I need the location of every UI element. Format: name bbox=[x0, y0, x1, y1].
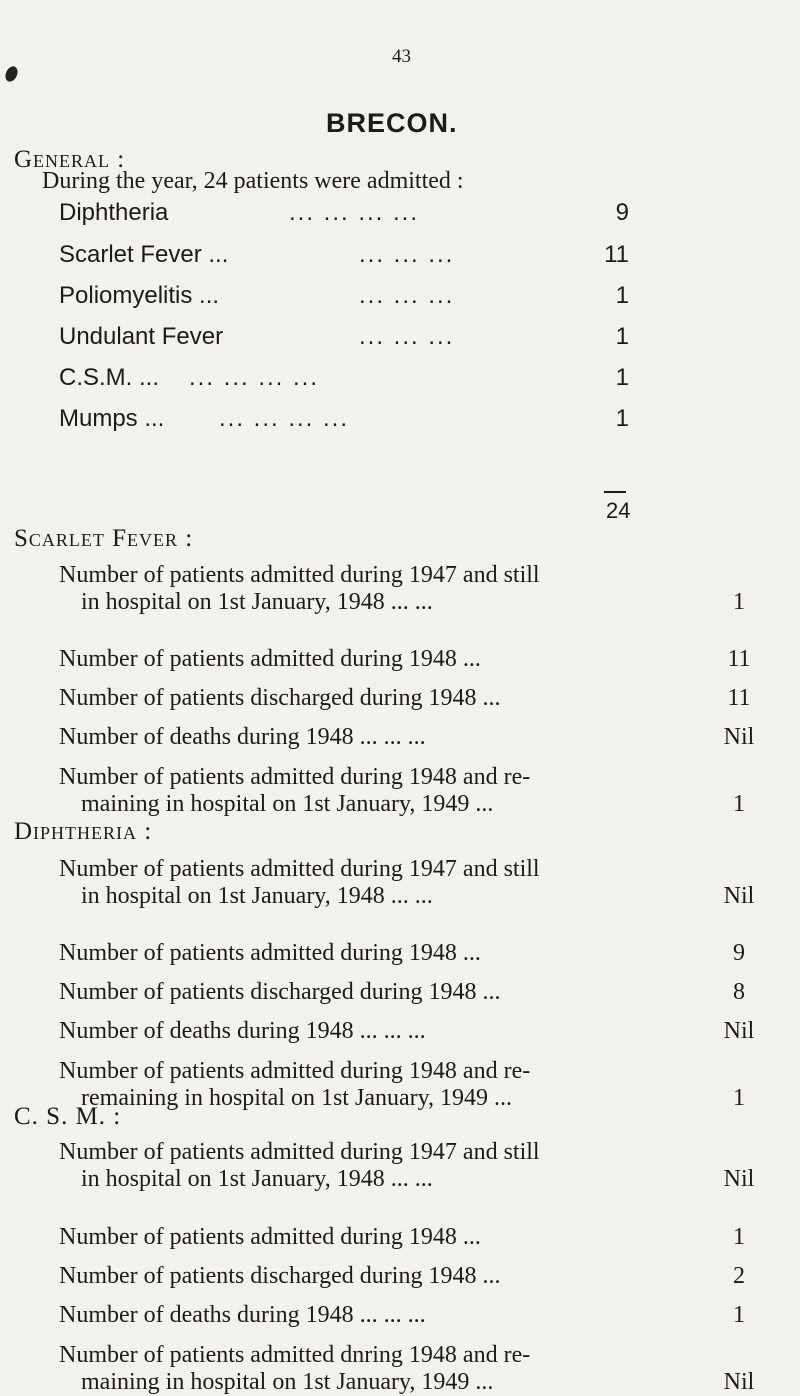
page-title: BRECON. bbox=[326, 108, 458, 138]
stat-row-label: Number of deaths during 1948 ... ... ... bbox=[59, 1018, 426, 1044]
stat-row-label: Number of deaths during 1948 ... ... ... bbox=[59, 724, 426, 750]
stat-row-value: 1 bbox=[733, 589, 745, 615]
dot-leader: ... ... ... ... bbox=[189, 364, 320, 391]
stat-row-value: 1 bbox=[733, 1085, 745, 1111]
stat-row bbox=[59, 685, 779, 712]
stat-row bbox=[59, 1342, 779, 1396]
stat-row-label: Number of patients discharged during 1948 ... bbox=[59, 1263, 501, 1289]
general-row-label: Mumps ... bbox=[59, 405, 165, 432]
page-number: 43 bbox=[392, 46, 411, 67]
total-rule bbox=[604, 491, 626, 493]
stat-row bbox=[59, 1018, 779, 1045]
stat-row-label: Number of patients admitted during 1948 ... bbox=[59, 940, 481, 966]
stat-row bbox=[59, 979, 779, 1006]
dot-leader: ... ... ... bbox=[359, 323, 455, 350]
stat-row bbox=[59, 764, 779, 818]
dot-leader: ... ... ... bbox=[359, 282, 455, 309]
section-heading-diphtheria: Diphtheria : bbox=[14, 818, 153, 845]
stat-row bbox=[59, 562, 779, 616]
general-row-label: Undulant Fever bbox=[59, 323, 224, 350]
stat-row-label-continued: in hospital on 1st January, 1948 ... ... bbox=[81, 883, 433, 909]
stat-row-label: Number of patients admitted during 1948 and re- bbox=[59, 764, 531, 790]
stat-row-label: Number of patients admitted during 1947 and still bbox=[59, 856, 540, 882]
section-heading-general: General : bbox=[14, 146, 126, 173]
stat-row-label-continued: maining in hospital on 1st January, 1949 ... bbox=[81, 791, 494, 817]
stat-row bbox=[59, 1263, 779, 1290]
stat-row-label: Number of patients admitted during 1948 ... bbox=[59, 1224, 481, 1250]
stat-row-label-continued: remaining in hospital on 1st January, 1949 ... bbox=[81, 1085, 513, 1111]
ink-smudge bbox=[3, 64, 20, 83]
general-row bbox=[59, 405, 629, 437]
general-row bbox=[59, 199, 629, 231]
section-heading-csm: C. S. M. : bbox=[14, 1103, 122, 1130]
general-row-label: Poliomyelitis ... bbox=[59, 282, 220, 309]
general-row-value: 1 bbox=[615, 364, 629, 391]
general-row bbox=[59, 364, 629, 396]
stat-row bbox=[59, 940, 779, 967]
general-row-label: Scarlet Fever ... bbox=[59, 241, 229, 268]
stat-row-label: Number of patients discharged during 1948 ... bbox=[59, 979, 501, 1005]
stat-row-value: Nil bbox=[723, 1369, 755, 1395]
general-row-value: 11 bbox=[604, 241, 629, 268]
stat-row-label: Number of patients admitted during 1947 and still bbox=[59, 1139, 540, 1165]
stat-row-label-continued: in hospital on 1st January, 1948 ... ... bbox=[81, 589, 433, 615]
stat-row-value: Nil bbox=[723, 1018, 755, 1044]
general-row-value: 1 bbox=[615, 323, 629, 350]
general-row bbox=[59, 241, 629, 273]
stat-row-value: 8 bbox=[733, 979, 745, 1005]
stat-row-value: 2 bbox=[733, 1263, 745, 1289]
stat-row-label: Number of patients admitted during 1948 and re- bbox=[59, 1058, 531, 1084]
stat-row-label: Number of deaths during 1948 ... ... ... bbox=[59, 1302, 426, 1328]
general-row-label: C.S.M. ... bbox=[59, 364, 160, 391]
general-row-value: 1 bbox=[615, 405, 629, 432]
general-row-value: 9 bbox=[615, 199, 629, 226]
stat-row-value: Nil bbox=[723, 883, 755, 909]
stat-row-value: 1 bbox=[733, 1302, 745, 1328]
stat-row-label: Number of patients discharged during 1948 ... bbox=[59, 685, 501, 711]
stat-row bbox=[59, 646, 779, 673]
stat-row bbox=[59, 1302, 779, 1329]
stat-row-label-continued: in hospital on 1st January, 1948 ... ... bbox=[81, 1166, 433, 1192]
stat-row-label-continued: maining in hospital on 1st January, 1949 ... bbox=[81, 1369, 494, 1395]
stat-row-label: Number of patients admitted dnring 1948 and re- bbox=[59, 1342, 531, 1368]
stat-row bbox=[59, 724, 779, 751]
dot-leader: ... ... ... ... bbox=[219, 405, 350, 432]
general-row bbox=[59, 282, 629, 314]
stat-row-value: 9 bbox=[733, 940, 745, 966]
dot-leader: ... ... ... bbox=[359, 241, 455, 268]
stat-row-label: Number of patients admitted during 1947 and still bbox=[59, 562, 540, 588]
general-row bbox=[59, 323, 629, 355]
stat-row bbox=[59, 856, 779, 910]
stat-row-value: Nil bbox=[723, 1166, 755, 1192]
stat-row bbox=[59, 1224, 779, 1251]
stat-row-value: 11 bbox=[727, 685, 751, 711]
general-row-value: 1 bbox=[615, 282, 629, 309]
general-row-label: Diphtheria bbox=[59, 199, 169, 226]
stat-row-value: 1 bbox=[733, 791, 745, 817]
general-total: 24 bbox=[606, 498, 631, 523]
stat-row bbox=[59, 1139, 779, 1193]
stat-row-value: 1 bbox=[733, 1224, 745, 1250]
stat-row-label: Number of patients admitted during 1948 ... bbox=[59, 646, 481, 672]
general-intro: During the year, 24 patients were admitted : bbox=[42, 168, 464, 194]
stat-row-value: 11 bbox=[727, 646, 751, 672]
dot-leader: ... ... ... ... bbox=[289, 199, 420, 226]
stat-row bbox=[59, 1058, 779, 1112]
section-heading-scarlet-fever: Scarlet Fever : bbox=[14, 525, 194, 552]
stat-row-value: Nil bbox=[723, 724, 755, 750]
